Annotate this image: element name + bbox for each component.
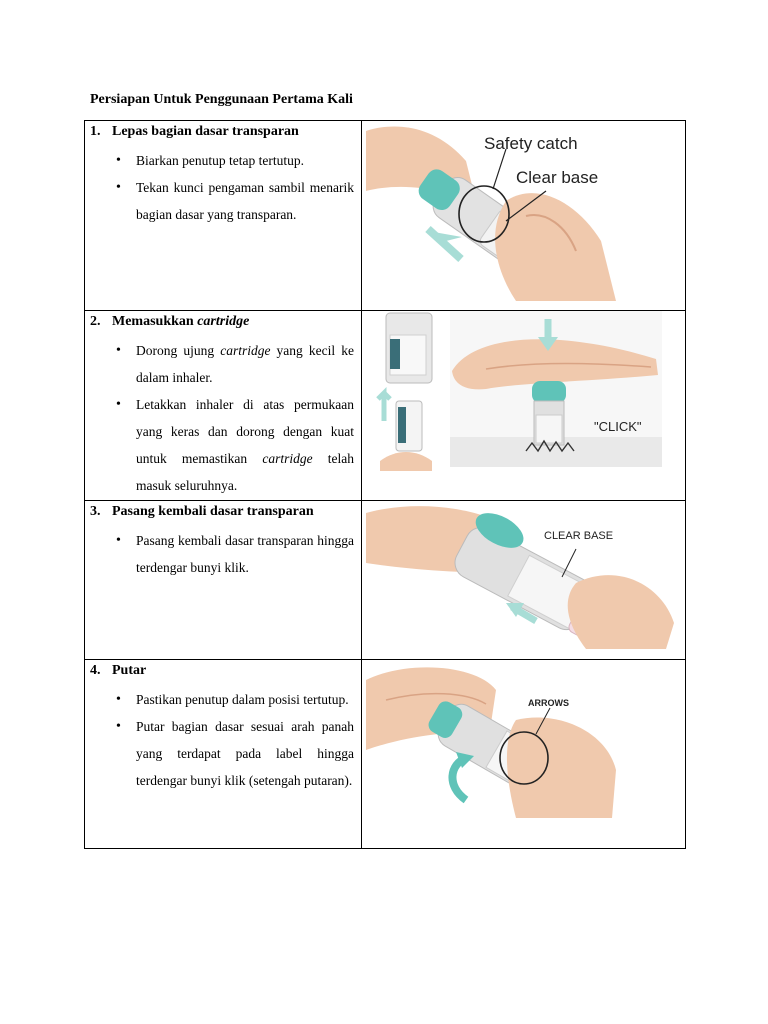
step-bullets-2 (90, 337, 354, 499)
step-number: 4. (90, 663, 101, 678)
step-heading-3 (90, 503, 354, 521)
bullet-item: • Tekan kunci pengaman sambil menarik bagian dasar yang transparan. (90, 174, 354, 228)
step-text-cell-1 (85, 121, 362, 311)
step-row-1 (85, 121, 686, 311)
image-label: Safety catch (484, 134, 578, 153)
bullet-item: • Putar bagian dasar sesuai arah panah yang terdapat pada label hingga terdengar bunyi klik (setengah putaran). (90, 713, 354, 794)
step-heading-1 (90, 123, 354, 141)
steps-table (84, 120, 686, 849)
step-number: 3. (90, 504, 101, 519)
page-title: Persiapan Untuk Penggunaan Pertama Kali (90, 92, 353, 107)
step-illustration-2 (366, 311, 662, 471)
bullet-item: • Dorong ujung cartridge yang kecil ke dalam inhaler. (90, 337, 354, 391)
bullet-item: • Biarkan penutup tetap tertutup. (90, 147, 354, 174)
step-image-cell-4 (362, 660, 686, 849)
image-label: CLEAR BASE (544, 530, 614, 542)
image-label: ARROWS (528, 698, 569, 708)
step-bullets-3 (90, 527, 354, 581)
bullet-item: • Letakkan inhaler di atas permukaan yang keras dan dorong dengan kuat untuk memastikan cartridge telah masuk seluruhnya. (90, 391, 354, 499)
step-text-cell-3 (85, 501, 362, 660)
step-number: 1. (90, 124, 101, 139)
step-row-2 (85, 311, 686, 501)
bullet-item: • Pasang kembali dasar transparan hingga terdengar bunyi klik. (90, 527, 354, 581)
step-image-cell-3 (362, 501, 686, 660)
step-illustration-1 (366, 121, 624, 301)
bullet-item: • Pastikan penutup dalam posisi tertutup. (90, 686, 354, 713)
step-text-cell-2 (85, 311, 362, 501)
step-row-4 (85, 660, 686, 849)
step-heading-4 (90, 662, 354, 680)
step-row-3 (85, 501, 686, 660)
step-heading-text: Lepas bagian dasar transparan (112, 124, 299, 139)
step-heading-2 (90, 313, 354, 331)
step-image-cell-1 (362, 121, 686, 311)
step-heading-text: Putar (112, 663, 147, 678)
image-label: "CLICK" (594, 419, 642, 434)
step-illustration-4 (366, 660, 622, 818)
step-illustration-3 (366, 503, 680, 649)
step-heading-text: Memasukkan cartridge (112, 314, 250, 329)
step-number: 2. (90, 314, 101, 329)
step-bullets-1 (90, 147, 354, 228)
step-bullets-4 (90, 686, 354, 794)
step-text-cell-4 (85, 660, 362, 849)
step-heading-text: Pasang kembali dasar transparan (112, 504, 314, 519)
step-image-cell-2 (362, 311, 686, 501)
image-label: Clear base (516, 168, 599, 187)
